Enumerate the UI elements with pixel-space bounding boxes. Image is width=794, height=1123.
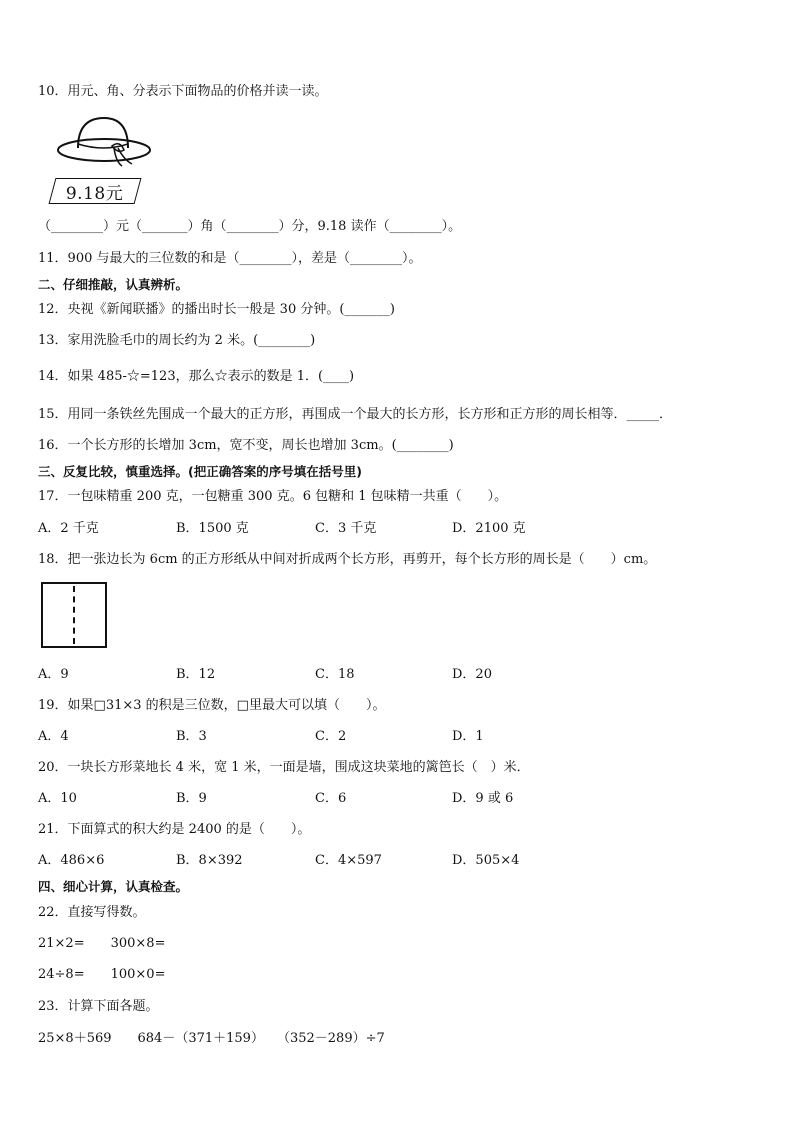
q20-option-a: A．10: [38, 791, 77, 806]
q17-option-b: B．1500 克: [176, 521, 249, 536]
q19-text: 19．如果□31×3 的积是三位数，□里最大可以填（ ）。: [38, 698, 386, 713]
q22-text: 22．直接写得数。: [38, 905, 146, 920]
q18-option-c: C．18: [315, 667, 355, 682]
section-3-heading: 三、反复比较，慎重选择。(把正确答案的序号填在括号里): [38, 464, 362, 479]
section-2-heading: 二、仔细推敲，认真辨析。: [38, 277, 189, 292]
q18-text: 18．把一张边长为 6cm 的正方形纸从中间对折成两个长方形，再剪开，每个长方形的周长是（ ）cm。: [38, 552, 657, 567]
q18-option-b: B．12: [176, 667, 216, 682]
q17-option-c: C．3 千克: [315, 521, 377, 536]
q23-row-1: 25×8＋569 684－（371＋159） （352－289）÷7: [38, 1031, 385, 1046]
q19-option-c: C．2: [315, 729, 347, 744]
q10-answer-line: （________）元（_______）角（________）分，9.18 读作（________）。: [38, 219, 462, 234]
q20-option-b: B．9: [176, 791, 207, 806]
q22-row-2: 24÷8= 100×0=: [38, 967, 166, 982]
price-label: 9.18元: [66, 183, 124, 204]
q21-option-a: A．486×6: [38, 853, 105, 868]
q22-row-1: 21×2= 300×8=: [38, 936, 166, 951]
q21-option-c: C．4×597: [315, 853, 382, 868]
q10-text: 10．用元、角、分表示下面物品的价格并读一读。: [38, 84, 328, 99]
q17-option-a: A．2 千克: [38, 521, 99, 536]
price-tag: [49, 178, 142, 204]
q17-option-d: D．2100 克: [452, 521, 526, 536]
q17-text: 17．一包味精重 200 克，一包糖重 300 克。6 包糖和 1 包味精一共重（ ）。: [38, 489, 508, 504]
q21-option-d: D．505×4: [452, 853, 520, 868]
q19-option-a: A．4: [38, 729, 69, 744]
section-4-heading: 四、细心计算，认真检查。: [38, 879, 189, 894]
q11-text: 11．900 与最大的三位数的和是（________），差是（________）。: [38, 251, 422, 266]
q20-option-c: C．6: [315, 791, 347, 806]
q18-option-a: A．9: [38, 667, 69, 682]
q21-text: 21．下面算式的积大约是 2400 的是（ ）。: [38, 822, 311, 837]
q18-option-d: D．20: [452, 667, 492, 682]
q20-text: 20．一块长方形菜地长 4 米，宽 1 米，一面是墙，围成这块菜地的篱笆长（ ）米．: [38, 760, 530, 775]
q16-text: 16．一个长方形的长增加 3cm，宽不变，周长也增加 3cm。(________): [38, 438, 454, 453]
q20-option-d: D．9 或 6: [452, 791, 514, 806]
fold-line: [73, 586, 75, 644]
q13-text: 13．家用洗脸毛巾的周长约为 2 米。(________): [38, 333, 316, 348]
q23-text: 23．计算下面各题。: [38, 999, 159, 1014]
q14-text: 14．如果 485-☆=123，那么☆表示的数是 1．(____): [38, 369, 355, 384]
hat-icon: [52, 110, 152, 180]
q15-text: 15．用同一条铁丝先围成一个最大的正方形，再围成一个最大的长方形，长方形和正方形的周长相等．_____．: [38, 407, 673, 422]
hat-figure: [52, 110, 152, 206]
q12-text: 12．央视《新闻联播》的播出时长一般是 30 分钟。(_______): [38, 302, 395, 317]
folded-square-figure: [41, 582, 107, 648]
q19-option-b: B．3: [176, 729, 207, 744]
q19-option-d: D．1: [452, 729, 484, 744]
q21-option-b: B．8×392: [176, 853, 243, 868]
